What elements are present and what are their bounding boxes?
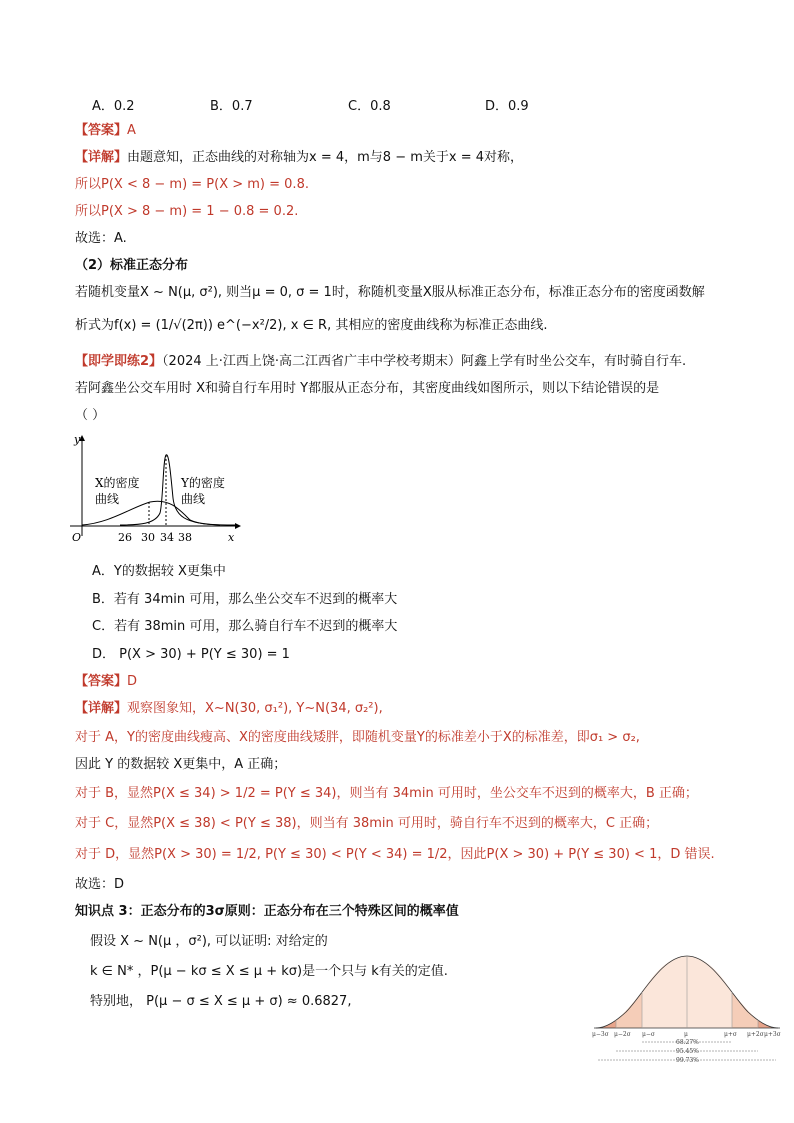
q1-detail-line-4: 故选：A.: [75, 231, 127, 246]
section2-line-1: 若随机变量X ~ N(μ, σ²), 则当μ = 0, σ = 1时，称随机变量X服从标准正态分布，标准正态分布的密度函数解: [75, 285, 705, 300]
section2-line-2: 析式为f(x) = (1/√(2π)) e^(−x²/2), x ∈ R, 其相应的密度曲线称为标准正态曲线.: [75, 318, 548, 333]
tick-p2s: μ+2σ: [747, 1031, 764, 1038]
q2-detail-line-7: 故选：D: [75, 877, 125, 892]
q2-detail-line-5: 对于 C，显然P(X ≤ 38) < P(Y ≤ 38)，则当有 38min 可用时，骑自行车不迟到的概率大，C 正确；: [75, 816, 659, 831]
q2-detail-line-4: 对于 B，显然P(X ≤ 34) > 1/2 = P(Y ≤ 34)，则当有 34min 可用时，坐公交车不迟到的概率大，B 正确；: [75, 786, 698, 801]
q2-option-c: C．若有 38min 可用，那么骑自行车不迟到的概率大: [92, 619, 398, 634]
q2-option-a: A．Y的数据较 X更集中: [92, 564, 226, 579]
pct-99: 99.73%: [676, 1057, 699, 1064]
q2-detail-line-2: 对于 A，Y的密度曲线瘦高、X的密度曲线矮胖，即随机变量Y的标准差小于X的标准差，即σ₁ > σ₂,: [75, 730, 640, 745]
kp3-line-3: 特别地， P(μ − σ ≤ X ≤ μ + σ) ≈ 0.6827,: [90, 994, 352, 1009]
q2-stem-line-1: 【即学即练2】（2024 上·江西上饶·高二江西省广丰中学校考期末）阿鑫上学有时坐公交车，有时骑自行车.: [75, 354, 687, 369]
kp3-heading: 知识点 3：正态分布的3σ原则：正态分布在三个特殊区间的概率值: [75, 904, 459, 919]
tick-26: 26: [118, 531, 132, 544]
tick-m2s: μ−2σ: [614, 1031, 631, 1038]
tick-m3s: μ−3σ: [592, 1031, 609, 1038]
y-curve-label-2: 曲线: [181, 492, 206, 506]
q2-option-d: D． P(X > 30) + P(Y ≤ 30) = 1: [92, 647, 290, 662]
kp3-line-1: 假设 X ~ N(μ ，σ²), 可以证明: 对给定的: [90, 934, 328, 949]
choice-a: A．0.2: [92, 99, 135, 114]
y-axis-label: y: [74, 433, 81, 446]
tick-38: 38: [178, 531, 192, 544]
tick-p3s: μ+3σ: [764, 1031, 781, 1038]
tick-p1s: μ+σ: [724, 1031, 738, 1038]
choice-b: B．0.7: [210, 99, 253, 114]
x-curve-label-1: X的密度: [95, 476, 140, 490]
q2-detail-line-1: 【详解】观察图象知，X~N(30, σ₁²), Y~N(34, σ₂²),: [75, 701, 383, 716]
q2-detail-line-6: 对于 D，显然P(X > 30) = 1/2, P(Y ≤ 30) < P(Y < 34) = 1/2，因此P(X > 30) + P(Y ≤ 30) < 1，D 错误.: [75, 847, 715, 862]
choice-d: D．0.9: [485, 99, 529, 114]
pct-68: 68.27%: [676, 1039, 699, 1046]
tick-30: 30: [141, 531, 155, 544]
q1-detail-line-2: 所以P(X < 8 − m) = P(X > m) = 0.8.: [75, 177, 309, 192]
section2-heading: （2）标准正态分布: [75, 258, 189, 273]
q2-paren: （ ）: [75, 408, 106, 423]
q2-option-b: B．若有 34min 可用，那么坐公交车不迟到的概率大: [92, 592, 398, 607]
tick-m1s: μ−σ: [642, 1031, 656, 1038]
tick-34: 34: [160, 531, 174, 544]
tick-mu: μ: [684, 1031, 688, 1038]
kp3-line-2: k ∈ N* ，P(μ − kσ ≤ X ≤ μ + kσ)是一个只与 k有关的定值.: [90, 964, 448, 979]
x-axis-label: x: [228, 531, 235, 544]
pct-95: 95.45%: [676, 1048, 699, 1055]
q1-detail-line-1: 【详解】由题意知，正态曲线的对称轴为x = 4，m与8 − m关于x = 4对称，: [75, 150, 524, 165]
choice-c: C．0.8: [348, 99, 391, 114]
x-curve-label-2: 曲线: [95, 492, 120, 506]
three-sigma-figure: [592, 948, 782, 1070]
q2-detail-line-3: 因此 Y 的数据较 X更集中，A 正确；: [75, 757, 287, 772]
q1-detail-line-3: 所以P(X > 8 − m) = 1 − 0.8 = 0.2.: [75, 204, 299, 219]
q1-answer: 【答案】A: [75, 123, 136, 138]
q2-stem-line-2: 若阿鑫坐公交车用时 X和骑自行车用时 Y都服从正态分布，其密度曲线如图所示，则以下结论错误的是: [75, 381, 660, 396]
y-curve-label-1: Y的密度: [181, 476, 225, 490]
origin-label: O: [72, 531, 82, 544]
q2-answer: 【答案】D: [75, 674, 138, 689]
density-figure: [60, 428, 260, 553]
